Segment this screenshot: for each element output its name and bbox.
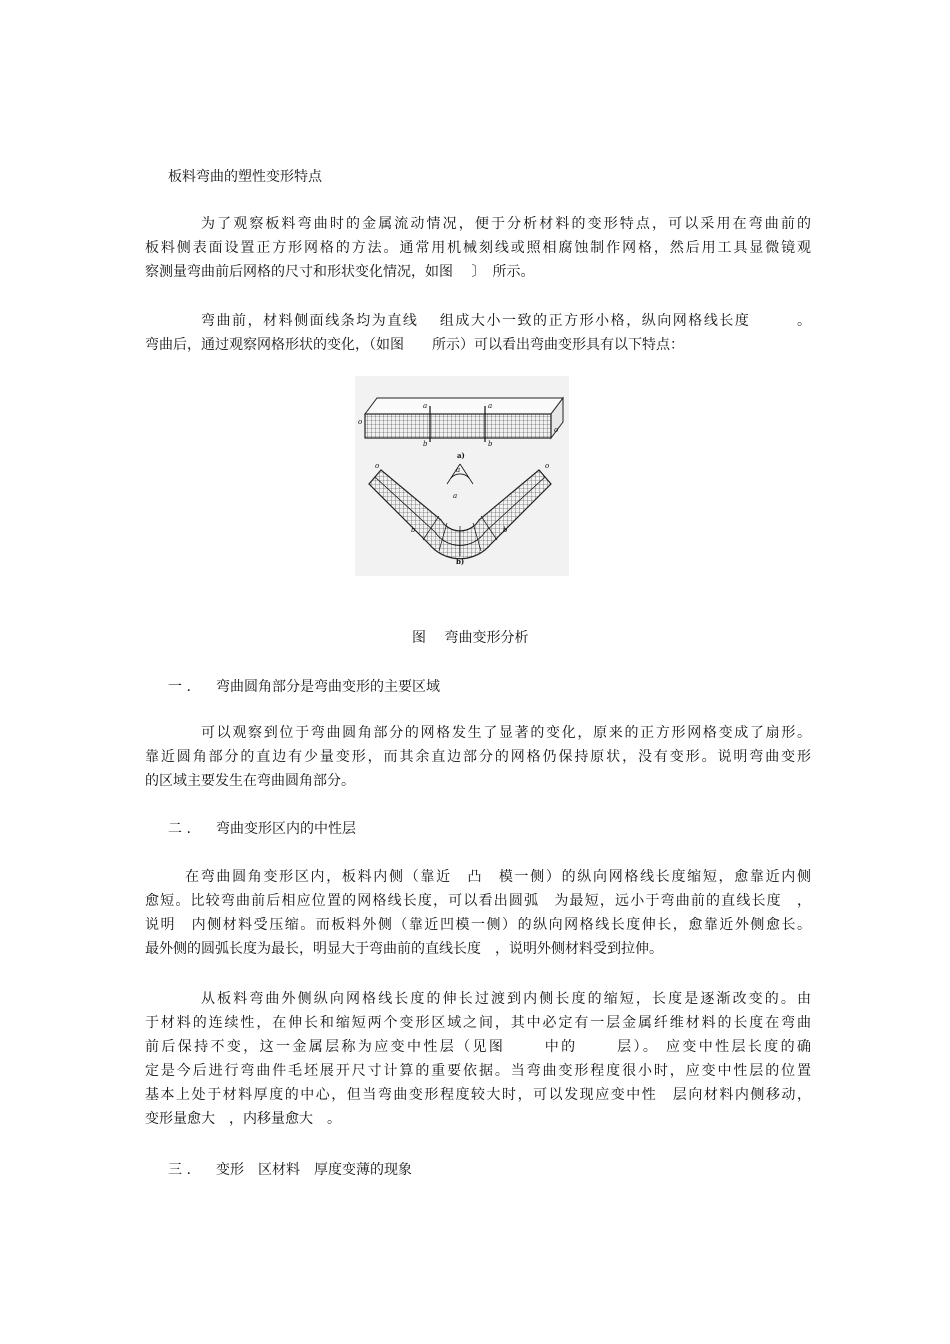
section-2-paragraph-2	[145, 987, 811, 1131]
label-b-bent-right: b	[503, 526, 508, 534]
section-1-line-3: 的区域主要发生在弯曲圆角部分。	[145, 773, 355, 789]
figure-label-b: b)	[456, 557, 465, 566]
section-3-title: 变形 区材料 厚度变薄的现象	[216, 1162, 412, 1178]
section-2-p2-line-3: 前后保持不变，这一金属层称为应变中性层（见图 中的 层）。 应变中性层长度的确	[145, 1039, 811, 1055]
before-bending-paragraph	[145, 309, 811, 357]
section-3-heading	[168, 1159, 412, 1181]
label-o-left-a: o	[358, 418, 363, 426]
label-o-left-b: o	[375, 462, 380, 470]
bending-deformation-figure	[355, 376, 569, 576]
label-b-right: b	[488, 440, 493, 448]
label-b-left: b	[423, 440, 428, 448]
section-1-heading	[168, 676, 440, 698]
intro-paragraph	[145, 212, 811, 284]
document-title: 板料弯曲的塑性变形特点	[168, 169, 322, 185]
bent-plate-drawing	[369, 464, 551, 559]
before-line-2: 弯曲后，通过观察网格形状的变化，（如图 所示）可以看出弯曲变形具有以下特点：	[145, 337, 684, 353]
before-line-1: 弯曲前，材料侧面线条均为直线 组成大小一致的正方形小格，纵向网格线长度 。	[201, 313, 811, 329]
section-2-p2-line-1: 从板料弯曲外侧纵向网格线长度的伸长过渡到内侧长度的缩短，长度是逐渐改变的。由	[201, 991, 811, 1007]
section-1-line-2: 靠近圆角部分的直边有少量变形，而其余直边部分的网格仍保持原状，没有变形。说明弯曲变形	[145, 749, 811, 765]
section-2-p2-line-2: 于材料的连续性，在伸长和缩短两个变形区域之间，其中必定有一层金属纤维材料的长度在弯曲	[145, 1015, 811, 1031]
intro-line-3: 察测量弯曲前后网格的尺寸和形状变化情况，如图 〕 所示。	[145, 264, 535, 280]
section-1-title: 弯曲圆角部分是弯曲变形的主要区域	[216, 679, 440, 695]
intro-line-1: 为了观察板料弯曲时的金属流动情况，便于分析材料的变形特点，可以采用在弯曲前的	[201, 216, 811, 232]
label-alpha: a	[456, 466, 461, 474]
straight-plate-drawing	[365, 398, 563, 442]
section-1-line-1: 可以观察到位于弯曲圆角部分的网格发生了显著的变化，原来的正方形网格变成了扇形。	[201, 725, 811, 741]
section-2-heading	[168, 818, 356, 840]
label-o-right-a: o	[554, 426, 559, 434]
section-2-p2-line-4: 定是今后进行弯曲件毛坯展开尺寸计算的重要依据。当弯曲变形程度很小时，应变中性层的位置	[145, 1063, 811, 1079]
section-1-paragraph	[145, 721, 811, 793]
label-a-right: a	[488, 402, 493, 410]
section-1-number: 一 .	[168, 679, 191, 695]
intro-line-2: 板料侧表面设置正方形网格的方法。通常用机械刻线或照相腐蚀制作网格，然后用工具显微镜观	[145, 240, 811, 256]
label-b-bent-left: b	[411, 526, 416, 534]
section-2-p1-line-2: 愈短。比较弯曲前后相应位置的网格线长度，可以看出圆弧 为最短，远小于弯曲前的直线长度 ，	[145, 893, 811, 909]
section-2-number: 二 .	[168, 821, 191, 837]
section-3-number: 三 .	[168, 1162, 191, 1178]
label-a-bent: a	[453, 492, 458, 500]
section-2-p1-line-4: 最外侧的圆弧长度为最长，明显大于弯曲前的直线长度 ，说明外侧材料受到拉伸。	[145, 941, 663, 957]
label-a-left: a	[423, 402, 428, 410]
section-2-p2-line-6: 变形量愈大 ，内移量愈大 。	[145, 1111, 341, 1127]
section-2-p2-line-5: 基本上处于材料厚度的中心，但当弯曲变形程度较大时，可以发现应变中性 层向材料内侧移动，	[145, 1087, 811, 1103]
section-2-p1-line-1: 在弯曲圆角变形区内，板料内侧（靠近 凸 模一侧）的纵向网格线长度缩短，愈靠近内侧	[185, 869, 811, 885]
label-o-right-b: o	[545, 462, 550, 470]
section-2-paragraph-1	[145, 865, 811, 961]
figure-caption: 图 弯曲变形分析	[412, 630, 529, 646]
figure-label-a: a)	[457, 451, 465, 460]
section-2-p1-line-3: 说明 内侧材料受压缩。而板料外侧（靠近凹模一侧）的纵向网格线长度伸长，愈靠近外侧愈长。	[145, 917, 811, 933]
section-2-title: 弯曲变形区内的中性层	[216, 821, 356, 837]
